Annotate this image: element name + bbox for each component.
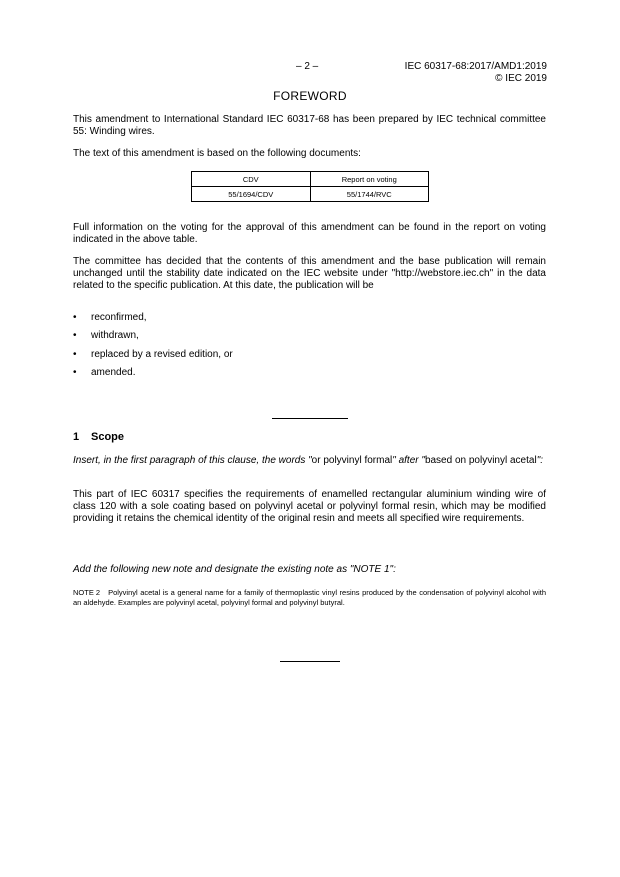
copyright-text: © IEC 2019	[495, 73, 547, 84]
list-item	[73, 367, 233, 385]
table-cell-rvc: 55/1744/RVC	[310, 187, 429, 202]
publication-status-list	[73, 312, 233, 385]
list-item	[73, 349, 233, 367]
bullet-icon: •	[73, 312, 77, 323]
scope-title: Scope	[91, 431, 125, 443]
table-header-cdv: CDV	[192, 172, 311, 187]
scope-insert-instruction: Insert, in the first paragraph of this clause, the words "or polyvinyl formal" after "based on polyvinyl acetal":	[73, 455, 544, 466]
foreword-committee: The committee has decided that the contents of this amendment and the base publication will remain unchanged until the stability date indicated on the IEC website under "http://webstore.iec.ch" in the data related to the specific publication. At this date, the publication will be	[73, 256, 546, 291]
document-reference	[405, 61, 547, 85]
bullet-icon: •	[73, 330, 77, 342]
list-item	[73, 330, 233, 348]
voting-documents-table	[191, 171, 429, 202]
scope-text: This part of IEC 60317 specifies the requirements of enamelled rectangular aluminium winding wire of class 120 with a sole coating based on polyvinyl acetal or polyvinyl formal resin, which may be modified providing it retains the chemical identity of the original resin and meets all specified wire requirements.	[73, 489, 546, 524]
scope-heading	[73, 431, 124, 443]
note-text: Polyvinyl acetal is a general name for a family of thermoplastic vinyl resins produced by the condensation of polyvinyl alcohol with an aldehyde. Examples are polyvinyl acetal, polyvinyl formal and polyvinyl butyral.	[73, 588, 546, 607]
bullet-icon: •	[73, 348, 77, 360]
list-item	[73, 312, 233, 330]
note-label: NOTE 2	[73, 588, 101, 597]
foreword-intro: This amendment to International Standard IEC 60317-68 has been prepared by IEC technical committee 55: Winding wires.	[73, 114, 546, 137]
bullet-icon: •	[73, 366, 77, 378]
list-item-text: withdrawn,	[91, 330, 139, 342]
list-item-text: replaced by a revised edition, or	[91, 348, 233, 360]
table-header-report: Report on voting	[310, 172, 429, 187]
note-2	[73, 588, 546, 608]
end-divider	[280, 661, 340, 662]
table-header-row	[192, 172, 429, 187]
page-number: – 2 –	[296, 61, 319, 72]
list-item-text: reconfirmed,	[91, 312, 147, 323]
doc-ref-text: IEC 60317-68:2017/AMD1:2019	[404, 61, 547, 72]
table-cell-cdv: 55/1694/CDV	[192, 187, 311, 202]
section-divider	[272, 418, 348, 419]
foreword-full-info: Full information on the voting for the approval of this amendment can be found in the report on voting indicated in the above table.	[73, 222, 546, 245]
foreword-based-on: The text of this amendment is based on the following documents:	[73, 148, 361, 159]
foreword-title: FOREWORD	[273, 89, 347, 103]
scope-number: 1	[73, 431, 80, 443]
add-note-instruction: Add the following new note and designate the existing note as "NOTE 1":	[73, 564, 396, 575]
table-row	[192, 187, 429, 202]
list-item-text: amended.	[91, 366, 136, 378]
